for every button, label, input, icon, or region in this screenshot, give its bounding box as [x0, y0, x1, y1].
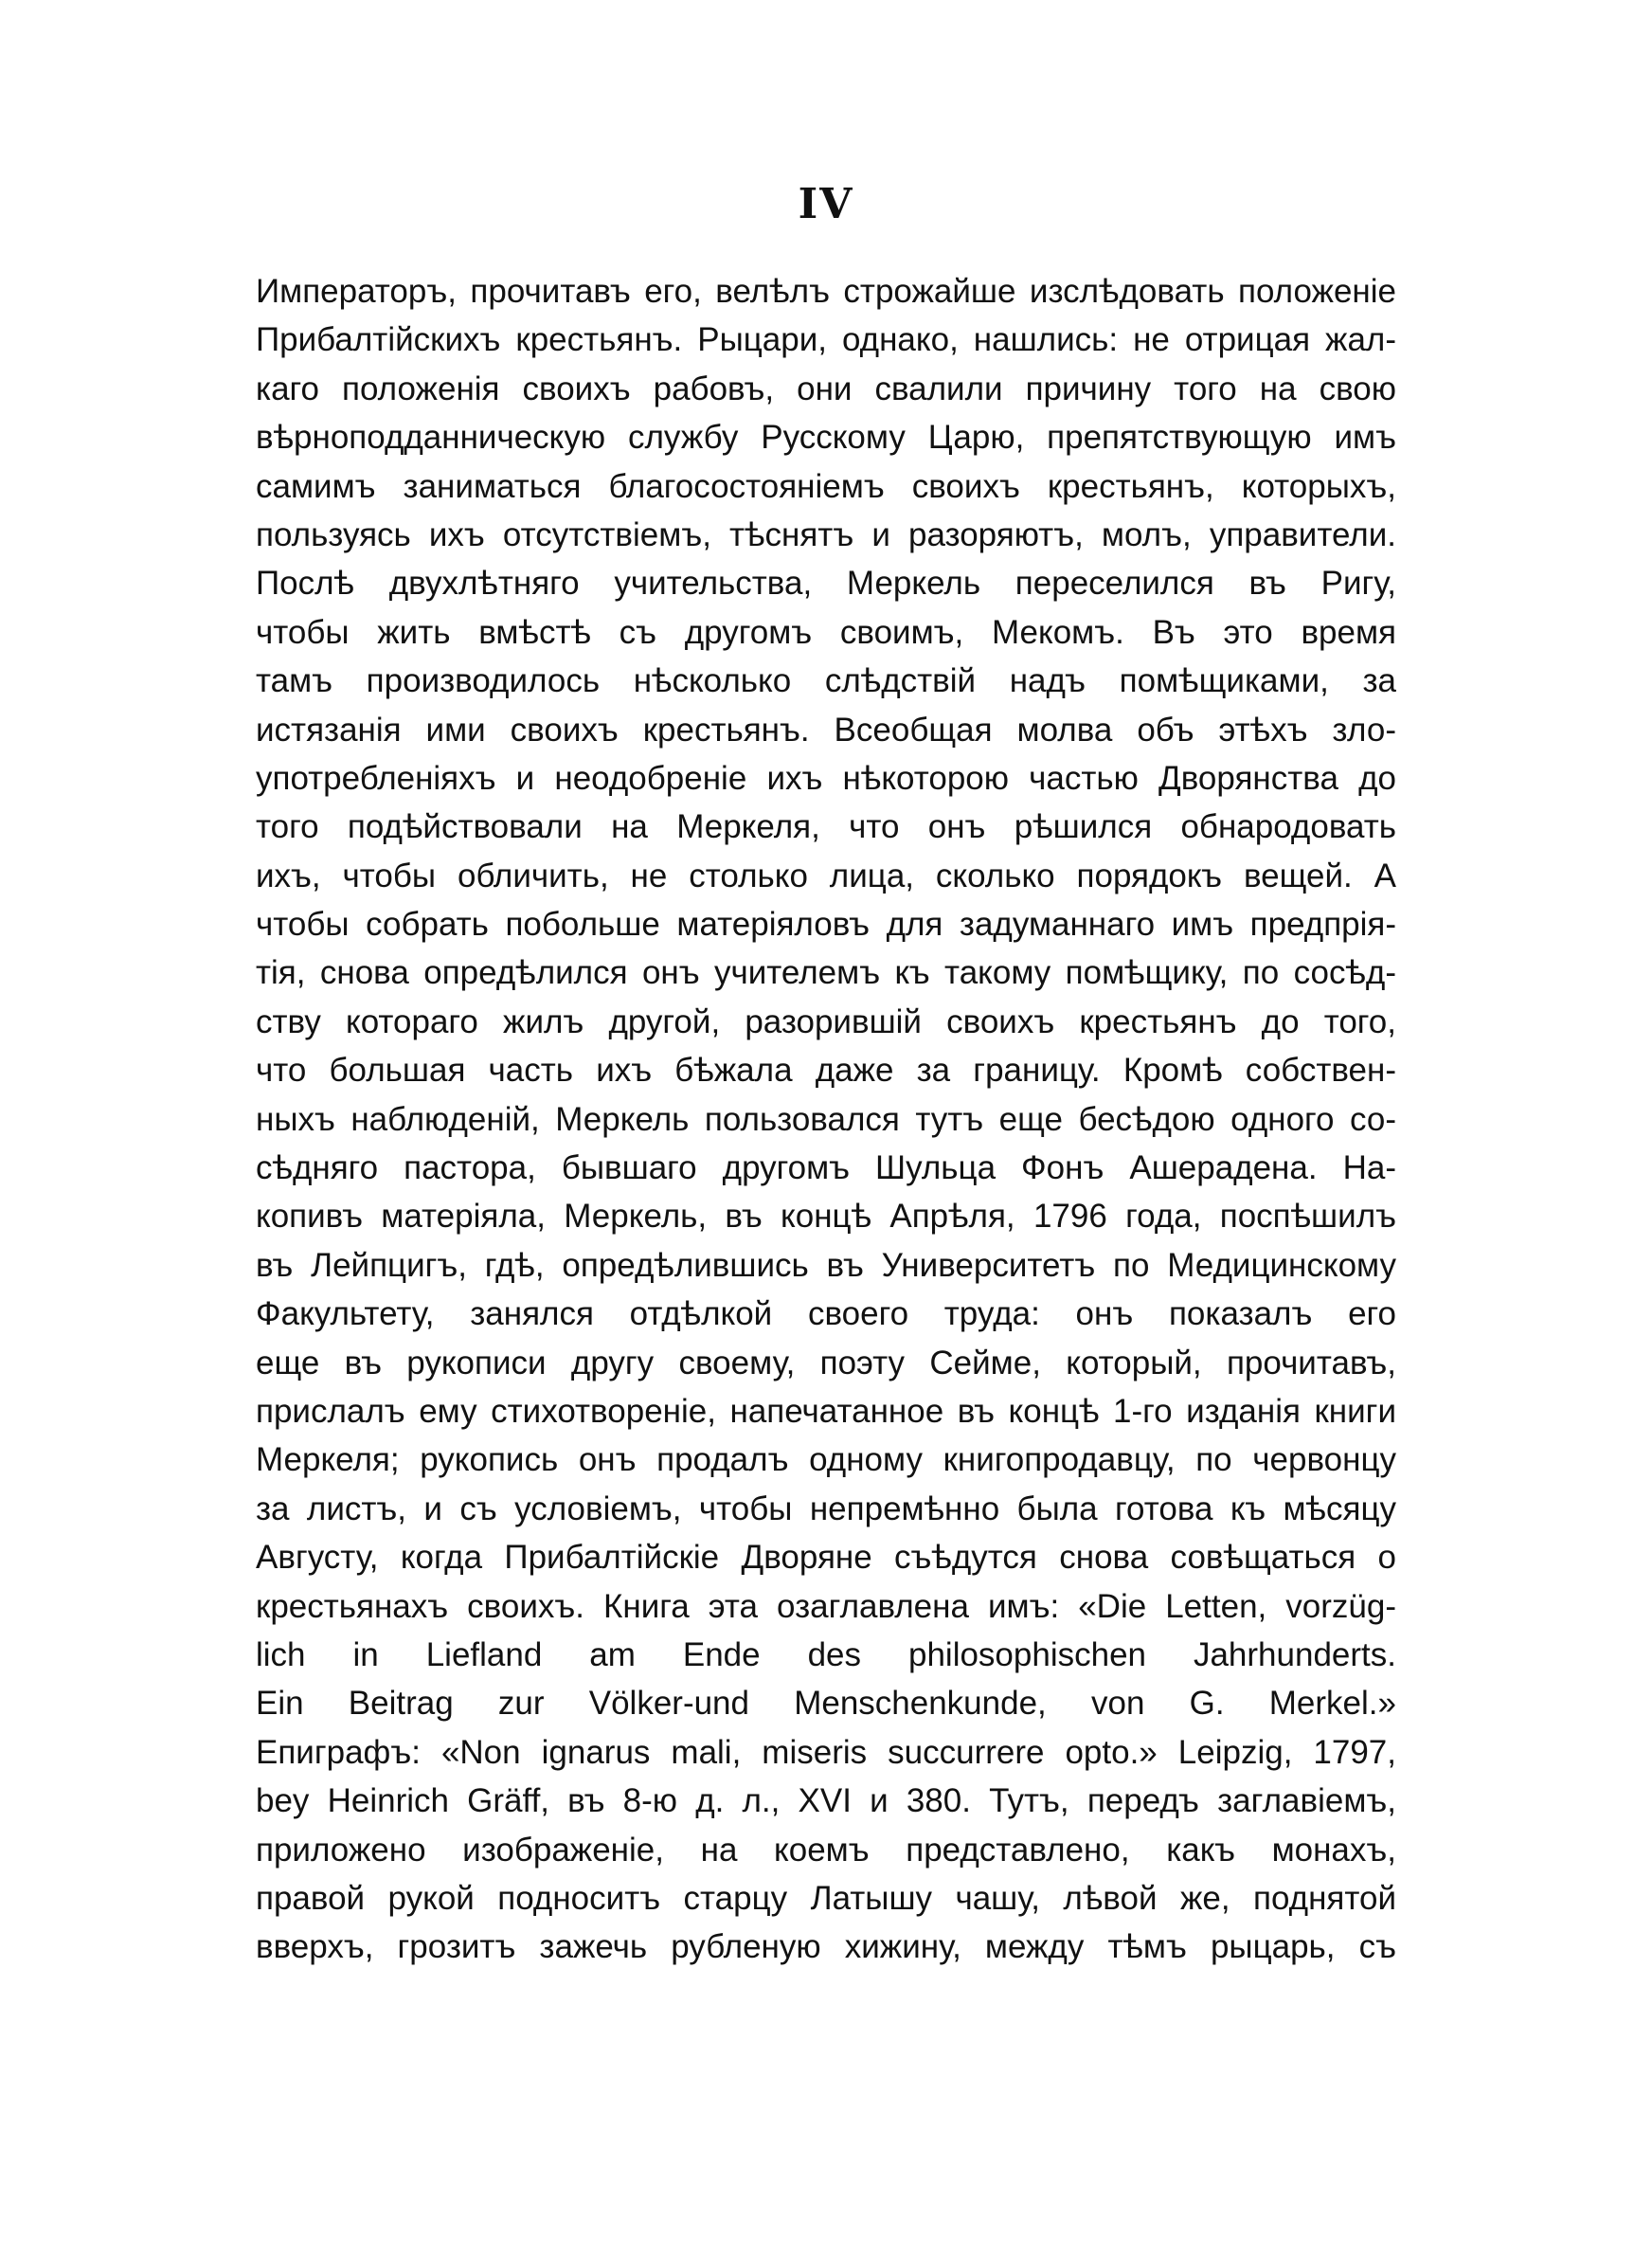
text-line: тамъ производилось нѣсколько слѣдствiй надъ помѣщиками, за [256, 662, 1396, 700]
text-line: крестьянахъ своихъ. Книга эта озаглавлена имъ: «Die Letten, vorzüg- [256, 1587, 1396, 1625]
text-line: употребленiяхъ и неодобренiе ихъ нѣкоторою частью Дворянства до [256, 759, 1396, 797]
text-line: Меркеля; рукопись онъ продалъ одному книгопродавцу, по червонцу [256, 1441, 1396, 1479]
text-line: истязанiя ими своихъ крестьянъ. Всеобщая молва объ этѣхъ зло- [256, 711, 1396, 749]
text-line: Ein Beitrag zur Völker-und Menschenkunde, von G. Merkel.» [256, 1685, 1396, 1723]
text-line: Епиграфъ: «Non ignarus mali, miseris succurrere opto.» Leipzig, 1797, [256, 1733, 1396, 1771]
text-line: правой рукой подноситъ старцу Латышу чашу, лѣвой же, поднятой [256, 1879, 1396, 1917]
text-line: ихъ, чтобы обличить, не столько лица, сколько порядокъ вещей. А [256, 857, 1396, 894]
text-line: bey Heinrich Gräff, въ 8-ю д. л., XVI и 380. Тутъ, передъ заглавiемъ, [256, 1782, 1396, 1820]
text-line: Факультету, занялся отдѣлкой своего труда: онъ показалъ его [256, 1295, 1396, 1333]
text-line: копивъ матерiяла, Меркель, въ концѣ Апрѣля, 1796 года, поспѣшилъ [256, 1198, 1396, 1236]
text-line: lich in Liefland am Ende des philosophischen Jahrhunderts. [256, 1635, 1396, 1673]
text-line: что большая часть ихъ бѣжала даже за границу. Кромѣ собствен- [256, 1052, 1396, 1090]
text-line: Императоръ, прочитавъ его, велѣлъ строжайше изслѣдовать положенiе [256, 273, 1396, 310]
text-line: вверхъ, грозитъ зажечь рубленую хижину, между тѣмъ рыцарь, съ [256, 1928, 1396, 1966]
text-line: еще въ рукописи другу своему, поэту Сейме, который, прочитавъ, [256, 1344, 1396, 1381]
page-number: IV [798, 180, 854, 228]
text-line: въ Лейпцигъ, гдѣ, опредѣлившись въ Университетъ по Медицинскому [256, 1246, 1396, 1284]
text-line: Прибалтiйскихъ крестьянъ. Рыцари, однако, нашлись: не отрицая жал- [256, 321, 1396, 359]
text-line: Августу, когда Прибалтiйскiе Дворяне съѣдутся снова совѣщаться о [256, 1539, 1396, 1577]
text-line: ныхъ наблюденiй, Меркель пользовался тутъ еще бесѣдою одного со- [256, 1100, 1396, 1138]
text-line: ству котораго жилъ другой, разорившiй своихъ крестьянъ до того, [256, 1002, 1396, 1040]
body-text [256, 267, 1396, 1972]
text-line: пользуясь ихъ отсутствiемъ, тѣснятъ и разоряютъ, молъ, управители. [256, 515, 1396, 553]
text-line: того подѣйствовали на Меркеля, что онъ рѣшился обнародовать [256, 808, 1396, 846]
text-line: каго положенiя своихъ рабовъ, они свалили причину того на свою [256, 370, 1396, 407]
text-line: самимъ заниматься благосостоянiемъ своихъ крестьянъ, которыхъ, [256, 467, 1396, 505]
text-line: за листъ, и съ условiемъ, чтобы непремѣнно была готова къ мѣсяцу [256, 1490, 1396, 1527]
text-line: чтобы собрать побольше матерiяловъ для задуманнаго имъ предпрiя- [256, 906, 1396, 944]
text-line: тiя, снова опредѣлился онъ учителемъ къ такому помѣщику, по сосѣд- [256, 954, 1396, 992]
text-line: приложено изображенiе, на коемъ представлено, какъ монахъ, [256, 1831, 1396, 1869]
text-line: сѣдняго пастора, бывшаго другомъ Шульца Фонъ Ашерадена. На- [256, 1149, 1396, 1187]
text-line: Послѣ двухлѣтняго учительства, Меркель переселился въ Ригу, [256, 565, 1396, 603]
text-line: вѣрноподданническую службу Русскому Царю, препятствующую имъ [256, 419, 1396, 457]
text-line: чтобы жить вмѣстѣ съ другомъ своимъ, Мекомъ. Въ это время [256, 613, 1396, 651]
text-line: прислалъ ему стихотворенiе, напечатанное въ концѣ 1-го изданiя книги [256, 1392, 1396, 1430]
